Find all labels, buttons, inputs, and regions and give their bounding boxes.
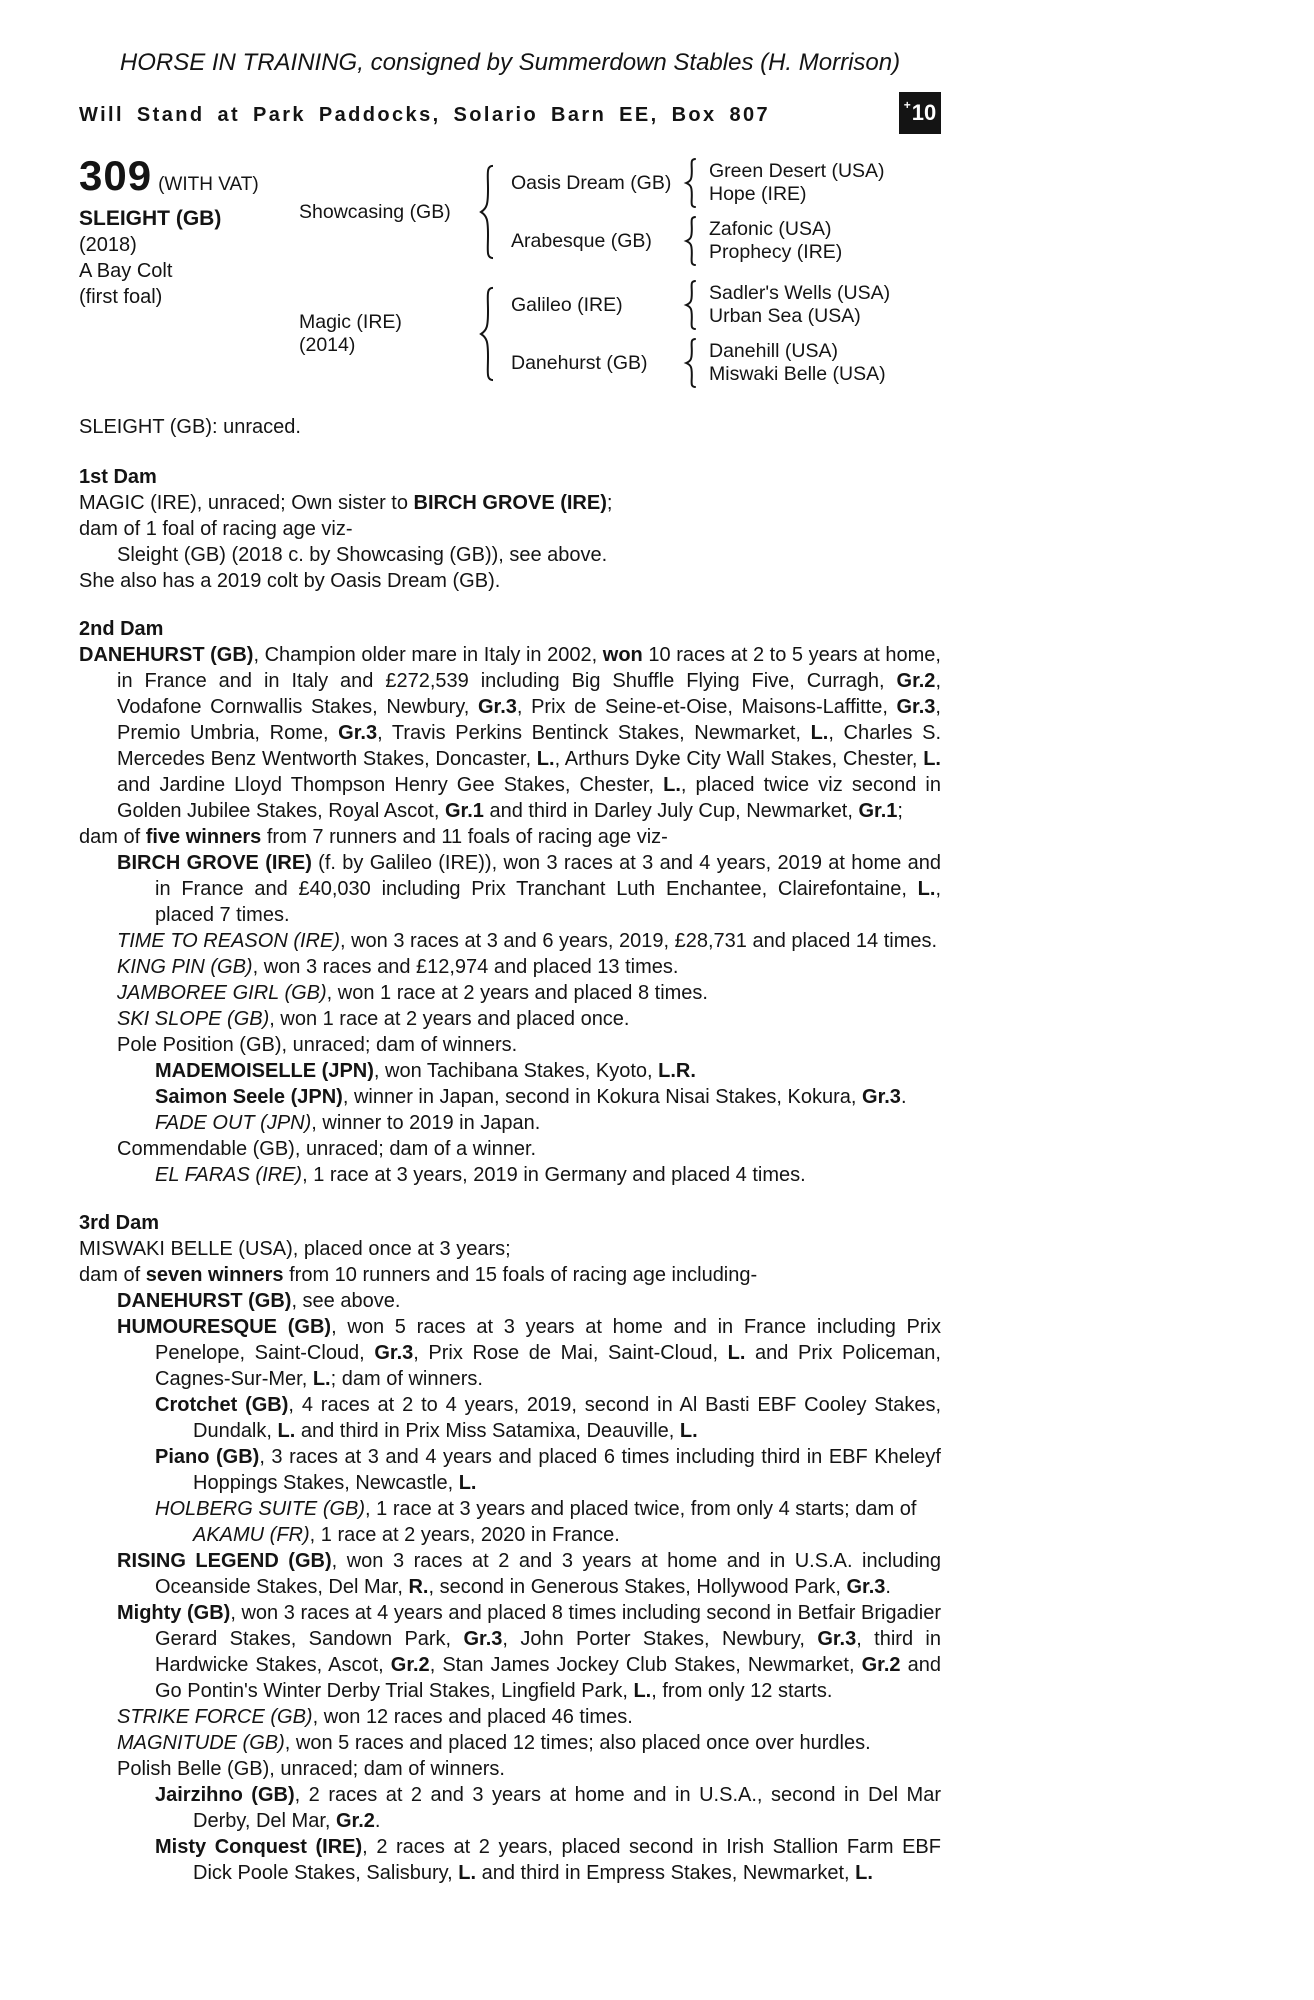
text-segment: Gr.3 <box>846 1576 886 1598</box>
text-segment: , 2 races at 2 and 3 years at home and in U.S.A., second in Del Mar Derby, Del Mar, <box>193 1784 942 1832</box>
text-segment: Jairzihno (GB) <box>155 1784 295 1806</box>
ancestor-name: Zafonic (USA) <box>709 218 832 240</box>
ancestor-name: Green Desert (USA) <box>709 160 885 182</box>
text-segment: L. <box>727 1342 746 1364</box>
text-segment: , see above. <box>291 1290 401 1312</box>
text-segment: , won Tachibana Stakes, Kyoto, <box>373 1060 659 1082</box>
catalogue-paragraph <box>79 980 941 1006</box>
text-segment: . <box>900 1086 907 1108</box>
catalogue-paragraph <box>79 542 941 568</box>
ancestor-name: Prophecy (IRE) <box>709 241 843 263</box>
text-segment: TIME TO REASON (IRE) <box>117 930 340 952</box>
page-content <box>79 48 941 1886</box>
text-segment: , Charles S. Mercedes Benz Wentworth Stakes, Doncaster, <box>117 722 941 770</box>
lot-colour-sex: A Bay Colt <box>79 260 173 282</box>
text-segment: Gr.1 <box>858 800 898 822</box>
text-segment: seven winners <box>145 1264 284 1286</box>
text-segment: , Vodafone Cornwallis Stakes, Newbury, <box>117 670 941 718</box>
sire-grandparents <box>511 158 885 266</box>
text-segment: dam of <box>79 1264 146 1286</box>
text-segment: Pole Position (GB), unraced; dam of winners. <box>117 1034 518 1056</box>
text-segment: , third in Hardwicke Stakes, Ascot, <box>155 1628 941 1676</box>
dam-heading: 3rd Dam <box>79 1212 160 1234</box>
text-segment: EL FARAS (IRE) <box>155 1164 303 1186</box>
text-segment: STRIKE FORCE (GB) <box>117 1706 313 1728</box>
text-segment: (f. by Galileo (IRE)), won 3 races at 3 and 4 years, 2019 at home and in France and £40,030 including Prix Tranchant Luth Enchantee, Clairefontaine, <box>155 852 941 900</box>
catalogue-paragraph <box>79 642 941 824</box>
lot-note: (first foal) <box>79 286 163 308</box>
text-segment: L. <box>312 1368 331 1390</box>
text-segment: L. <box>923 748 941 770</box>
text-segment: , Travis Perkins Bentinck Stakes, Newmarket, <box>377 722 811 744</box>
dam-grandparents <box>511 280 890 388</box>
text-segment: MISWAKI BELLE (USA), placed once at 3 years; <box>79 1238 511 1260</box>
dam-sire-row <box>511 280 890 330</box>
stand-location-line: Will Stand at Park Paddocks, Solario Barn EE, Box 807 <box>79 104 771 126</box>
text-segment: Gr.3 <box>463 1628 503 1650</box>
text-segment: and Prix Policeman, Cagnes-Sur-Mer, <box>155 1342 941 1390</box>
consignor-line: HORSE IN TRAINING, consigned by Summerdown Stables (H. Morrison) <box>119 49 901 76</box>
text-segment: Crotchet (GB) <box>155 1394 289 1416</box>
text-segment: , from only 12 starts. <box>651 1680 833 1702</box>
text-segment: , 3 races at 3 and 4 years and placed 6 times including third in EBF Kheleyf Hoppings Stakes, Newcastle, <box>193 1446 941 1494</box>
text-segment: from 7 runners and 11 foals of racing age viz- <box>261 826 668 848</box>
sire-name: Showcasing (GB) <box>299 200 451 223</box>
text-segment: , second in Generous Stakes, Hollywood Park, <box>428 1576 847 1598</box>
brace-icon <box>683 338 699 388</box>
catalogue-paragraph <box>79 1496 941 1522</box>
text-segment: , won 1 race at 2 years and placed 8 times. <box>326 982 708 1004</box>
text-segment: , won 3 races and £12,974 and placed 13 times. <box>252 956 679 978</box>
brace-icon <box>477 164 497 260</box>
text-segment: Mighty (GB) <box>117 1602 231 1624</box>
text-segment: , won 3 races at 3 and 6 years, 2019, £28,731 and placed 14 times. <box>339 930 938 952</box>
text-segment: MAGNITUDE (GB) <box>117 1732 285 1754</box>
catalogue-paragraph <box>79 1262 941 1288</box>
catalogue-paragraph <box>79 1756 941 1782</box>
text-segment: , Premio Umbria, Rome, <box>117 696 941 744</box>
text-segment: , 1 race at 3 years and placed twice, from only 4 starts; dam of <box>365 1498 917 1520</box>
text-segment: , Stan James Jockey Club Stakes, Newmarket, <box>429 1654 862 1676</box>
brace-icon <box>683 216 699 266</box>
dam-sire-name: Galileo (IRE) <box>511 293 623 316</box>
text-segment: , Prix Rose de Mai, Saint-Cloud, <box>413 1342 728 1364</box>
text-segment: BIRCH GROVE (IRE) <box>413 492 607 514</box>
catalogue-paragraph <box>79 824 941 850</box>
text-segment: AKAMU (FR) <box>193 1524 310 1546</box>
brace-icon <box>477 286 497 382</box>
text-segment: dam of <box>79 826 146 848</box>
text-segment: Gr.2 <box>896 670 936 692</box>
text-segment: L. <box>633 1680 652 1702</box>
text-segment: HOLBERG SUITE (GB) <box>155 1498 366 1520</box>
text-segment: and third in Prix Miss Satamixa, Deauville, <box>295 1420 680 1442</box>
catalogue-paragraph <box>79 928 941 954</box>
text-segment: , won 12 races and placed 46 times. <box>312 1706 633 1728</box>
catalogue-paragraph <box>79 1730 941 1756</box>
lot-number-row <box>79 152 299 199</box>
catalogue-paragraph <box>79 1006 941 1032</box>
text-segment: , Champion older mare in Italy in 2002, <box>253 644 603 666</box>
catalogue-paragraph <box>79 490 941 516</box>
text-segment: Gr.3 <box>896 696 936 718</box>
catalogue-paragraph <box>79 1058 941 1084</box>
text-segment: dam of 1 foal of racing age viz- <box>79 518 353 540</box>
ancestor-name: Miswaki Belle (USA) <box>709 363 886 385</box>
text-segment: . <box>885 1576 891 1598</box>
ancestor-name: Urban Sea (USA) <box>709 305 861 327</box>
catalogue-paragraph <box>79 1032 941 1058</box>
book-number: 10 <box>911 100 937 125</box>
lot-number: 309 <box>79 152 153 199</box>
ancestor-name: Danehill (USA) <box>709 340 838 362</box>
text-segment: DANEHURST (GB) <box>79 644 254 666</box>
text-segment: from 10 runners and 15 foals of racing age including- <box>283 1264 758 1286</box>
text-segment: , won 1 race at 2 years and placed once. <box>269 1008 630 1030</box>
dam-dam-name: Danehurst (GB) <box>511 351 648 374</box>
text-segment: Gr.3 <box>338 722 378 744</box>
book-number-badge <box>899 92 941 134</box>
dam-sire-parents <box>709 282 890 328</box>
text-segment: Gr.2 <box>336 1810 375 1832</box>
text-segment: L. <box>458 1862 477 1884</box>
pedigree-table <box>79 152 941 388</box>
sire-dam-row <box>511 216 885 266</box>
text-segment: Polish Belle (GB), unraced; dam of winners. <box>117 1758 505 1780</box>
lot-name: SLEIGHT (GB) <box>79 207 222 230</box>
text-segment: She also has a 2019 colt by Oasis Dream (GB). <box>79 570 501 592</box>
text-segment: L. <box>458 1472 477 1494</box>
text-segment: L. <box>855 1862 873 1884</box>
text-segment: MADEMOISELLE (JPN) <box>155 1060 374 1082</box>
text-segment: L. <box>917 878 936 900</box>
text-segment: , Arthurs Dyke City Wall Stakes, Chester, <box>554 748 924 770</box>
catalogue-paragraph <box>79 1704 941 1730</box>
pedigree-tree <box>299 156 941 388</box>
text-segment: L. <box>679 1420 698 1442</box>
text-segment: ; <box>897 800 903 822</box>
catalogue-paragraph <box>79 1162 941 1188</box>
sire-dam-name: Arabesque (GB) <box>511 229 652 252</box>
text-segment: L. <box>810 722 829 744</box>
text-segment: Gr.1 <box>444 800 484 822</box>
text-segment: RISING LEGEND (GB) <box>117 1550 332 1572</box>
text-segment: , Prix de Seine-et-Oise, Maisons-Laffitte, <box>516 696 897 718</box>
text-segment: ; <box>606 492 613 514</box>
lot-foaled: (2018) <box>79 234 137 256</box>
text-segment: Piano (GB) <box>155 1446 260 1468</box>
text-segment: JAMBOREE GIRL (GB) <box>117 982 327 1004</box>
dam-heading: 2nd Dam <box>79 618 164 640</box>
dam-name-text: Magic (IRE) <box>299 311 402 333</box>
catalogue-paragraph <box>79 1444 941 1496</box>
text-segment: Gr.2 <box>390 1654 430 1676</box>
text-segment: L. <box>277 1420 296 1442</box>
dam-dam-row <box>511 338 890 388</box>
sire-branch <box>299 158 941 266</box>
catalogue-paragraph <box>79 1084 941 1110</box>
catalogue-paragraph <box>79 1522 941 1548</box>
text-segment: Gr.2 <box>861 1654 901 1676</box>
text-segment: ; dam of winners. <box>330 1368 483 1390</box>
text-segment: , won 3 races at 2 and 3 years at home and in U.S.A. including Oceanside Stakes, Del Mar, <box>155 1550 942 1598</box>
plus-mark: + <box>903 98 911 112</box>
brace-icon <box>683 158 699 208</box>
text-segment: L. <box>536 748 555 770</box>
catalogue-paragraph <box>79 516 941 542</box>
catalogue-paragraph <box>79 1110 941 1136</box>
text-segment: SKI SLOPE (GB) <box>117 1008 270 1030</box>
catalogue-paragraph <box>79 954 941 980</box>
ancestor-name: Sadler's Wells (USA) <box>709 282 891 304</box>
text-segment: and third in Empress Stakes, Newmarket, <box>476 1862 856 1884</box>
dam-branch <box>299 280 941 388</box>
text-segment: five winners <box>145 826 262 848</box>
sire-sire-row <box>511 158 885 208</box>
catalogue-paragraph <box>79 1600 941 1704</box>
text-segment: L. <box>663 774 681 796</box>
dam-name <box>299 311 477 357</box>
text-segment: Misty Conquest (IRE) <box>155 1836 363 1858</box>
dam-year: (2014) <box>299 334 356 356</box>
sire-sire-parents <box>709 160 885 206</box>
catalogue-paragraph <box>79 1392 941 1444</box>
text-segment: Gr.3 <box>817 1628 857 1650</box>
catalogue-paragraph <box>79 1314 941 1392</box>
text-segment: , placed 7 times. <box>155 878 941 926</box>
text-segment: . <box>374 1810 381 1832</box>
race-record-line: SLEIGHT (GB): unraced. <box>79 416 301 438</box>
text-segment: , 4 races at 2 to 4 years, 2019, second in Al Basti EBF Cooley Stakes, Dundalk, <box>193 1394 941 1442</box>
text-segment: , winner to 2019 in Japan. <box>311 1112 541 1134</box>
catalogue-paragraph <box>79 1236 941 1262</box>
text-segment: Gr.3 <box>374 1342 414 1364</box>
text-segment: KING PIN (GB) <box>117 956 253 978</box>
text-segment: won <box>602 644 643 666</box>
text-segment: Gr.3 <box>862 1086 901 1108</box>
text-segment: , 2 races at 2 years, placed second in Irish Stallion Farm EBF Dick Poole Stakes, Salisbury, <box>193 1836 941 1884</box>
catalogue-paragraph <box>79 1782 941 1834</box>
sire-sire-name: Oasis Dream (GB) <box>511 171 672 194</box>
text-segment: MAGIC (IRE), unraced; Own sister to <box>79 492 414 514</box>
text-segment: DANEHURST (GB) <box>117 1290 292 1312</box>
lot-info <box>79 152 299 388</box>
stand-row <box>79 100 941 134</box>
catalogue-paragraph <box>79 1136 941 1162</box>
sire-dam-parents <box>709 218 842 264</box>
text-segment: Saimon Seele (JPN) <box>155 1086 343 1108</box>
text-segment: , 1 race at 2 years, 2020 in France. <box>309 1524 620 1546</box>
text-segment: BIRCH GROVE (IRE) <box>117 852 312 874</box>
text-segment: , winner in Japan, second in Kokura Nisai Stakes, Kokura, <box>342 1086 863 1108</box>
text-segment: , won 5 races and placed 12 times; also placed once over hurdles. <box>284 1732 871 1754</box>
text-segment: FADE OUT (JPN) <box>155 1112 312 1134</box>
pedigree-sections <box>79 464 941 1886</box>
text-segment: Commendable (GB), unraced; dam of a winner. <box>117 1138 537 1160</box>
dam-dam-parents <box>709 340 886 386</box>
text-segment: , won 5 races at 3 years at home and in France including Prix Penelope, Saint-Cloud, <box>155 1316 942 1364</box>
text-segment: , 1 race at 3 years, 2019 in Germany and placed 4 times. <box>302 1164 806 1186</box>
vat-note: (WITH VAT) <box>158 174 259 195</box>
text-segment: , won 3 races at 4 years and placed 8 times including second in Betfair Brigadier Gerard Stakes, Sandown Park, <box>155 1602 942 1650</box>
catalogue-paragraph <box>79 1548 941 1600</box>
text-segment: and Go Pontin's Winter Derby Trial Stakes, Lingfield Park, <box>155 1654 941 1702</box>
text-segment: HUMOURESQUE (GB) <box>117 1316 332 1338</box>
text-segment: L.R. <box>658 1060 696 1082</box>
text-segment: , John Porter Stakes, Newbury, <box>502 1628 818 1650</box>
text-segment: Sleight (GB) (2018 c. by Showcasing (GB)), see above. <box>117 544 608 566</box>
text-segment: and third in Darley July Cup, Newmarket, <box>483 800 859 822</box>
dam-heading: 1st Dam <box>79 466 157 488</box>
text-segment: 10 races at 2 to 5 years at home, in France and in Italy and £272,539 including Big Shuffle Flying Five, Curragh, <box>117 644 941 692</box>
catalogue-paragraph <box>79 1834 941 1886</box>
ancestor-name: Hope (IRE) <box>709 183 807 205</box>
catalogue-paragraph <box>79 850 941 928</box>
text-segment: and Jardine Lloyd Thompson Henry Gee Stakes, Chester, <box>117 774 664 796</box>
catalogue-paragraph <box>79 568 941 594</box>
text-segment: , placed twice viz second in Golden Jubilee Stakes, Royal Ascot, <box>117 774 941 822</box>
text-segment: Gr.3 <box>477 696 517 718</box>
text-segment: R. <box>408 1576 429 1598</box>
catalogue-paragraph <box>79 1288 941 1314</box>
brace-icon <box>683 280 699 330</box>
